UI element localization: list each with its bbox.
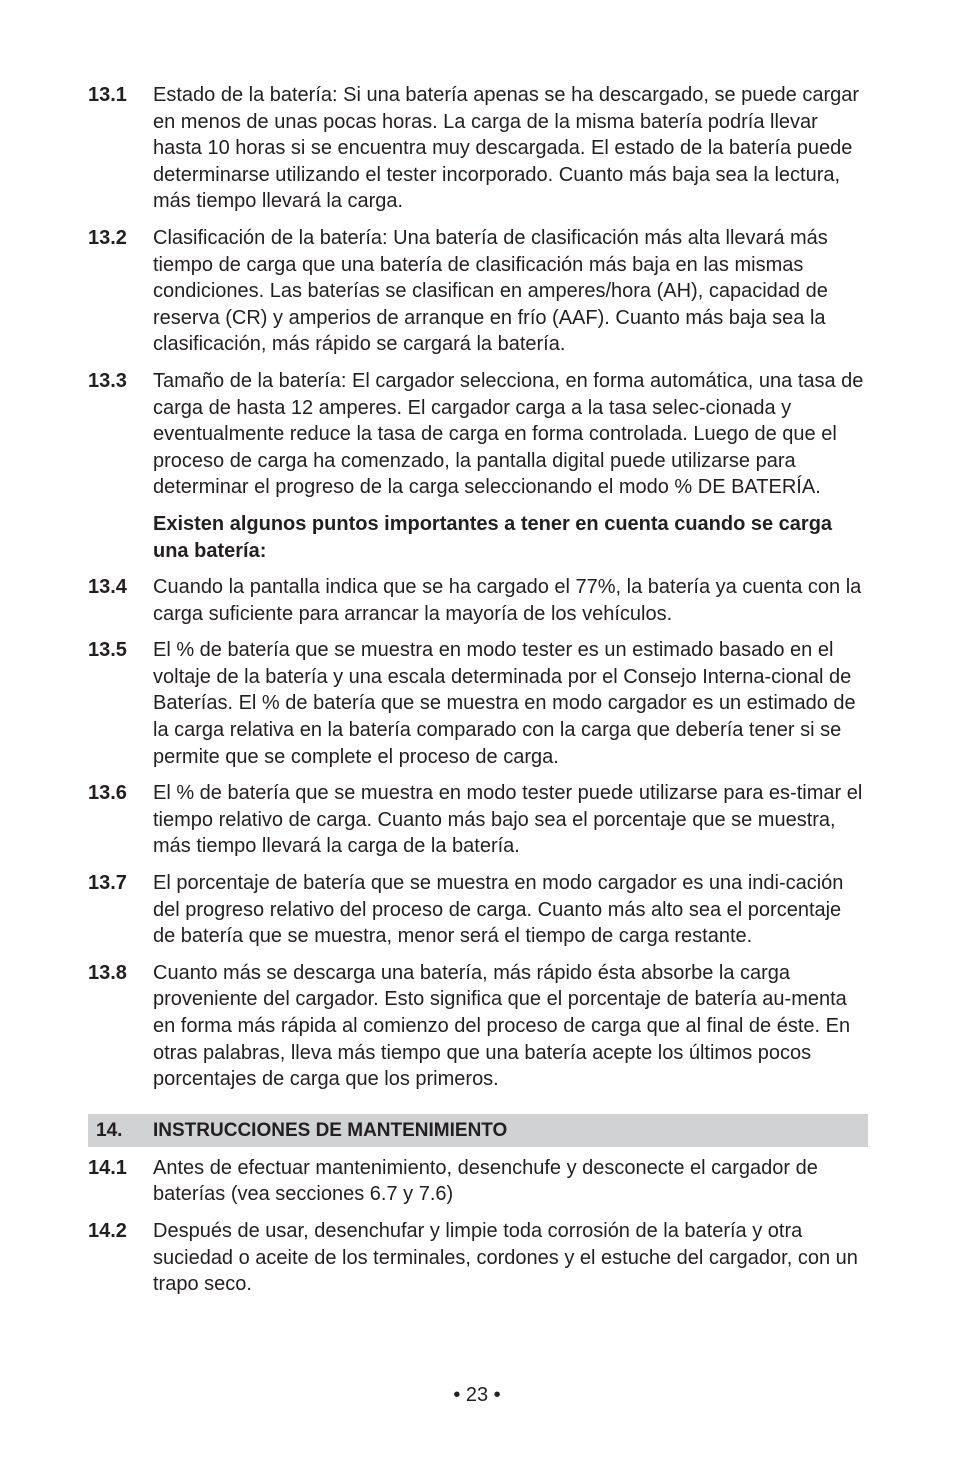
item-text: El % de batería que se muestra en modo tester es un estimado basado en el voltaje de la batería y una escala determinada por el Consejo Interna-cional de Baterías. El % de batería que se muestra en modo cargador es un estimado de la carga relativa en la batería comparado con la carga que debería tener si se permite que se complete el proceso de carga. — [153, 639, 856, 768]
item-text: Clasificación de la batería: Una batería de clasificación más alta llevará más tiempo de carga que una batería de clasificación más baja en las mismas condiciones. Las baterías se clasifican en amperes/hora (AH), capacidad de reserva (CR) y amperios de arranque en frío (AAF). Cuanto más baja sea la clasificación, más rápido se cargará la batería. — [153, 226, 828, 356]
item-text: El % de batería que se muestra en modo tester puede utilizarse para es-timar el tiempo relativo de carga. Cuanto más bajo sea el porcentaje que se muestra, más tiempo llevará la carga de la batería. — [153, 782, 863, 858]
item-text: Antes de efectuar mantenimiento, desenchufe y desconecte el cargador de baterías (vea secciones 6.7 y 7.6) — [153, 1156, 818, 1206]
item-text: Cuando la pantalla indica que se ha cargado el 77%, la batería ya cuenta con la carga suficiente para arrancar la mayoría de los vehículos. — [153, 576, 862, 625]
item-13-8 — [88, 960, 868, 1093]
page-number: • 23 • — [453, 1384, 501, 1406]
item-number: 13.2 — [88, 226, 127, 249]
item-text: Tamaño de la batería: El cargador selecciona, en forma automática, una tasa de carga de hasta 12 amperes. El cargador carga a la tasa selec-cionada y eventualmente reduce la tasa de carga en forma controlada. Luego de que el proceso de carga ha comenzado, la pantalla digital puede utilizarse para determinar el progreso de la carga seleccionando el modo % DE BATERÍA. — [153, 369, 864, 499]
item-number: 13.8 — [88, 961, 127, 984]
section-heading-14 — [88, 1114, 868, 1147]
section-number: 14. — [96, 1119, 123, 1141]
item-number: 13.5 — [88, 639, 127, 662]
item-text: Estado de la batería: Si una batería apenas se ha descargado, se puede cargar en menos de unas pocas horas. La carga de la misma batería podría llevar hasta 10 horas si se encuentra muy descargada. El estado de la batería puede determinarse utilizando el tester incorporado. Cuanto más baja sea la lectura, más tiempo llevará la carga. — [153, 84, 860, 213]
item-number: 14.2 — [88, 1219, 127, 1242]
item-14-1 — [88, 1155, 868, 1208]
item-number: 13.7 — [88, 872, 127, 895]
important-note: Existen algunos puntos importantes a tener en cuenta cuando se carga una batería: — [153, 512, 833, 562]
item-13-4 — [88, 574, 868, 627]
item-14-2 — [88, 1218, 868, 1298]
item-text: Cuanto más se descarga una batería, más rápido ésta absorbe la carga proveniente del cargador. Esto significa que el porcentaje de batería au-menta en forma más rápida al comienzo del proceso de carga que al final de éste. En otras palabras, lleva más tiempo que una batería acepte los últimos pocos porcentajes de carga que los primeros. — [153, 961, 851, 1091]
item-13-1 — [88, 82, 868, 215]
item-13-7 — [88, 870, 868, 950]
item-text: El porcentaje de batería que se muestra en modo cargador es una indi-cación del progreso relativo del proceso de carga. Cuanto más alto sea el porcentaje de batería que se muestra, menor será el tiempo de carga restante. — [153, 872, 844, 948]
section-title: INSTRUCCIONES DE MANTENIMIENTO — [153, 1119, 508, 1141]
item-number: 13.1 — [88, 84, 127, 106]
item-text: Después de usar, desenchufar y limpie toda corrosión de la batería y otra suciedad o aceite de los terminales, cordones y el estuche del cargador, con un trapo seco. — [153, 1219, 858, 1296]
item-13-3 — [88, 368, 868, 501]
content — [88, 82, 868, 1308]
item-13-2 — [88, 225, 868, 358]
item-number: 13.3 — [88, 369, 127, 392]
item-number: 14.1 — [88, 1156, 127, 1179]
item-number: 13.4 — [88, 576, 127, 599]
item-13-6 — [88, 780, 868, 860]
item-13-5 — [88, 637, 868, 770]
item-number: 13.6 — [88, 782, 127, 805]
